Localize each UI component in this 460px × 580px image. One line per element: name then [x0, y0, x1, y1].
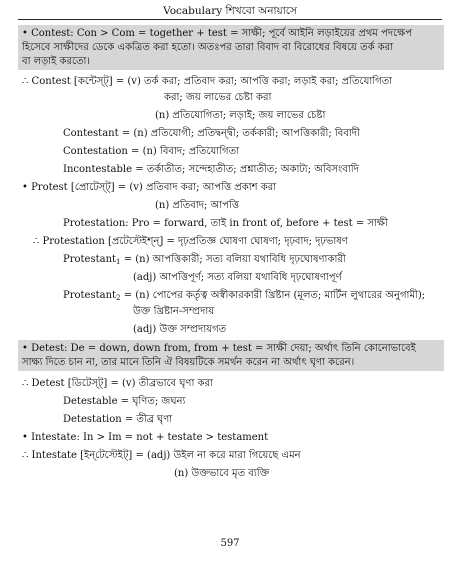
contest-noun: (n) প্রতিযোগিতা; লড়াই; জয় লাভের চেষ্টা [155, 110, 326, 121]
header-rule [18, 19, 442, 20]
contest-entry: ∴ Contest [কন্টেস্ট্] = (v) তর্ক করা; প্রতিবাদ করা; আপত্তি করা; লড়াই করা; প্রতিযোগিতা [22, 76, 393, 87]
protestant-2-definition-continued: উক্ত খ্রিষ্টান-সম্প্রদায় [133, 306, 215, 317]
protestant-1-adjective: (adj) আপত্তিপূর্ণ; সত্য বলিয়া যথাবিধি দৃঢ়ঘোষণাপূর্ণ [133, 272, 342, 283]
protestant-2-subscript: 2 [116, 294, 121, 302]
protestant-2-entry [63, 289, 425, 305]
incontestable-entry: Incontestable = তর্কাতীত; সন্দেহাতীত; প্রশ্নাতীত; অকাট্য; অবিসংবাদি [63, 164, 359, 175]
contest-etymology-line-2: হিসেবে সাক্ষীদের ডেকে একত্রিত করা হতো। অতঃপর তারা বিবাদ বা বিরোধের বিষয়ে তর্ক করা [22, 42, 394, 53]
contestant-entry: Contestant = (n) প্রতিযোগী; প্রতিদ্বন্দ্বী; তর্ককারী; আপত্তিকারী; বিবাদী [63, 128, 360, 139]
protestant-1-definition: = (n) আপত্তিকারী; সত্য বলিয়া যথাবিধি দৃঢ়ঘোষণাকারী [123, 254, 346, 265]
intestate-noun: (n) উক্তভাবে মৃত ব্যক্তি [174, 468, 270, 479]
contestation-entry: Contestation = (n) বিবাদ; প্রতিযোগিতা [63, 146, 240, 157]
protestant-1-word: Protestant [63, 254, 117, 265]
detestation-entry: Detestation = তীব্র ঘৃণা [63, 414, 173, 425]
protest-noun: (n) প্রতিবাদ; আপত্তি [155, 200, 239, 211]
running-header: Vocabulary শিখবো অনায়াসে [163, 5, 297, 17]
contest-etymology-line-1: • Contest: Con > Com = together + test = সাক্ষী; পূর্বে আইনি লড়াইয়ের প্রথম পদক্ষেপ [22, 28, 412, 39]
protestant-2-adjective: (adj) উক্ত সম্প্রদায়গত [133, 324, 227, 335]
protestant-2-word: Protestant [63, 290, 117, 301]
protest-entry: • Protest [প্রোটেস্ট্] = (v) প্রতিবাদ করা; আপত্তি প্রকাশ করা [22, 182, 277, 193]
intestate-entry: ∴ Intestate [ইন্‌টেস্টেইট্] = (adj) উইল না করে মারা গিয়েছে এমন [22, 450, 301, 461]
contest-entry-continued: করা; জয় লাভের চেষ্টা করা [164, 92, 272, 103]
protestant-1-entry [63, 253, 346, 269]
protestant-1-subscript: 1 [116, 258, 121, 266]
detest-entry: ∴ Detest [ডিটেস্ট্] = (v) তীব্রভাবে ঘৃণা করা [22, 378, 213, 389]
detest-etymology-line-1: • Detest: De = down, down from, from + test = সাক্ষী দেয়া; অর্থাৎ তিনি কোনোভাবেই [22, 343, 416, 354]
detestable-entry: Detestable = ঘৃণিত; জঘন্য [63, 396, 186, 407]
contest-etymology-line-3: বা লড়াই করতো। [22, 56, 91, 67]
detest-etymology-line-2: সাক্ষ্য দিতে চান না, তার মানে তিনি ঐ বিষয়টিকে সমর্থন করেন না অর্থাৎ ঘৃণা করেন। [22, 357, 355, 368]
page-number: 597 [220, 538, 240, 549]
intestate-etymology: • Intestate: In > Im = not + testate > testament [22, 432, 269, 443]
protestation-entry: ∴ Protestation [প্রটেস্টেইশ্ন্] = দৃঢ়প্রতিজ্ঞ ঘোষণা ঘোষণা; দৃঢ়বাদ; দৃঢ়ভাষণ [33, 236, 348, 247]
protestation-etymology: Protestation: Pro = forward, তাই in front of, before + test = সাক্ষী [63, 218, 388, 229]
protestant-2-definition: = (n) পোপের কর্তৃত্ব অস্বীকারকারী খ্রিষ্টান (মূলত; মার্টিন লুথারের অনুগামী); [123, 290, 426, 301]
